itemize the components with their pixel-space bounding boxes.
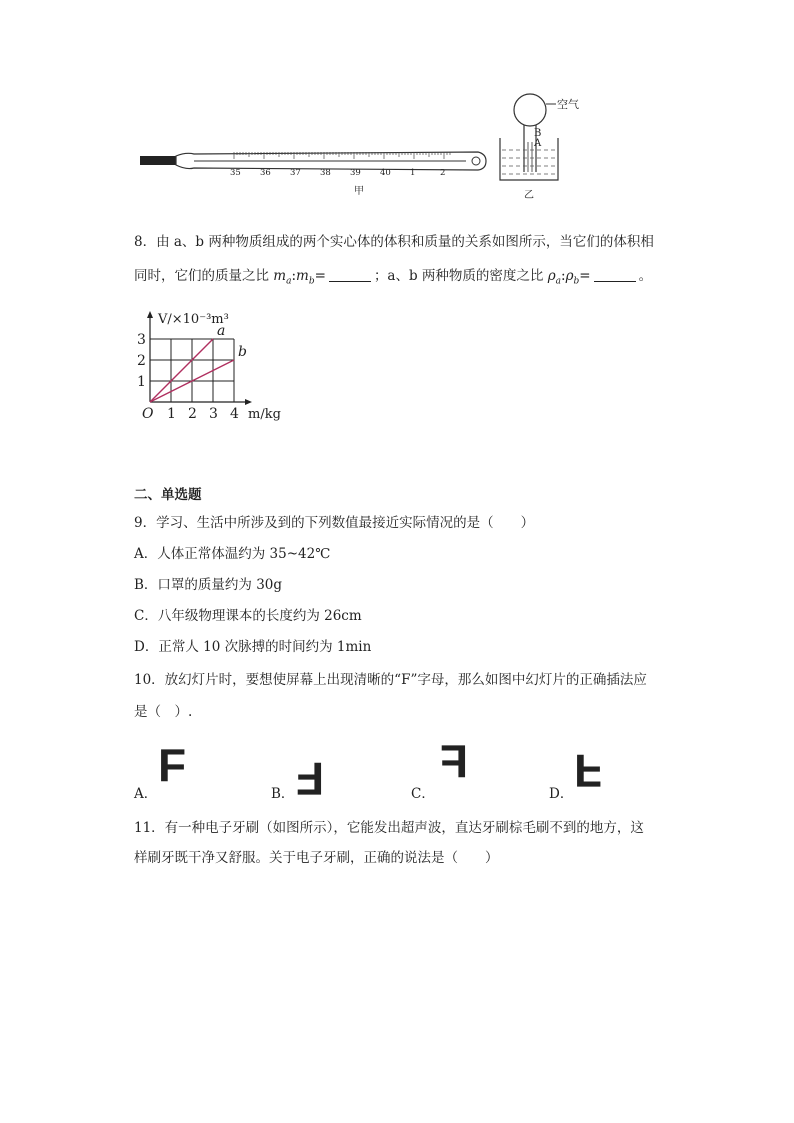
q9-option-a[interactable]: A．人体正常体温约为 35~42℃ <box>134 546 331 562</box>
q9-option-c[interactable]: C．八年级物理课本的长度约为 26cm <box>134 608 362 624</box>
chart-x-tick-label: 2 <box>188 406 197 422</box>
series-line-a <box>150 339 213 402</box>
q10-line1: 10．放幻灯片时，要想使屏幕上出现清晰的“F”字母，那么如图中幻灯片的正确插法应 <box>134 672 647 688</box>
flask-bulb <box>514 94 546 126</box>
chart-origin-label: O <box>142 406 154 422</box>
q10-option-a-label[interactable]: A． <box>134 786 158 802</box>
q8-line2: 同时，它们的质量之比 $m_a:m_b=$ ；a、b 两种物质的密度之比 $\rho_a:\rho_b=$ 。 <box>134 268 653 287</box>
chart-y-arrow <box>147 311 153 318</box>
q11-line2: 样刷牙既干净又舒服。关于电子牙刷，正确的说法是（ ） <box>134 850 499 866</box>
thermometer-tick-label: 40 <box>380 168 391 178</box>
q11-line1: 11．有一种电子牙刷（如图所示），它能发出超声波，直达牙刷棕毛刷不到的地方，这 <box>134 820 644 836</box>
thermometer-figure <box>138 142 488 202</box>
flask-mark-b: B <box>534 128 542 139</box>
flask-figure <box>494 88 604 204</box>
q10-option-b-letter[interactable]: F <box>296 753 325 805</box>
series-label-a: a <box>217 323 226 339</box>
flask-caption: 乙 <box>524 190 534 201</box>
q10-option-c-letter[interactable]: F <box>440 735 469 787</box>
chart-x-tick-label: 1 <box>167 406 176 422</box>
chart-x-tick-label: 3 <box>209 406 218 422</box>
q9-option-d[interactable]: D．正常人 10 次脉搏的时间约为 1min <box>134 639 372 655</box>
chart-x-axis-label: m/kg <box>248 407 281 422</box>
q9-stem: 9．学习、生活中所涉及到的下列数值最接近实际情况的是（ ） <box>134 515 535 531</box>
q10-option-d-label[interactable]: D． <box>549 786 574 802</box>
chart-y-axis-label: V/×10⁻³m³ <box>158 312 229 327</box>
q10-option-a-letter[interactable]: F <box>158 739 187 791</box>
q10-option-d-letter[interactable]: F <box>574 745 603 797</box>
flask-air-label: 空气 <box>557 98 579 111</box>
chart-x-arrow <box>245 399 252 405</box>
flask-mark-a: A <box>534 138 542 149</box>
thermometer-caption: 甲 <box>354 186 364 197</box>
q10-line2: 是（ ）. <box>134 704 193 720</box>
q8-line1: 8．由 a、b 两种物质组成的两个实心体的体积和质量的关系如图所示，当它们的体积相 <box>134 234 654 250</box>
chart-y-tick-label: 3 <box>137 332 146 348</box>
q8-blank-density-ratio[interactable] <box>594 267 636 282</box>
thermometer-tick-label: 38 <box>320 168 331 178</box>
thermometer-tick-label: 35 <box>230 168 241 178</box>
thermometer-tick-label: 37 <box>290 168 301 178</box>
section-title: 二、单选题 <box>134 487 202 503</box>
series-label-b: b <box>238 344 247 360</box>
mass-volume-chart <box>128 292 298 432</box>
thermometer-tick-label: 39 <box>350 168 361 178</box>
q8-blank-mass-ratio[interactable] <box>329 267 371 282</box>
q10-option-b-label[interactable]: B． <box>271 786 295 802</box>
chart-y-tick-label: 1 <box>137 374 146 390</box>
q10-option-c-label[interactable]: C． <box>411 786 435 802</box>
beaker <box>500 138 558 180</box>
chart-y-tick-label: 2 <box>137 353 146 369</box>
chart-x-tick-label: 4 <box>230 406 239 422</box>
q9-option-b[interactable]: B．口罩的质量约为 30g <box>134 577 283 593</box>
thermometer-tick-label: 36 <box>260 168 271 178</box>
thermometer-tick-label: 1 <box>410 168 416 178</box>
thermometer-bulb <box>140 156 176 165</box>
thermometer-tick-label: 2 <box>440 168 446 178</box>
